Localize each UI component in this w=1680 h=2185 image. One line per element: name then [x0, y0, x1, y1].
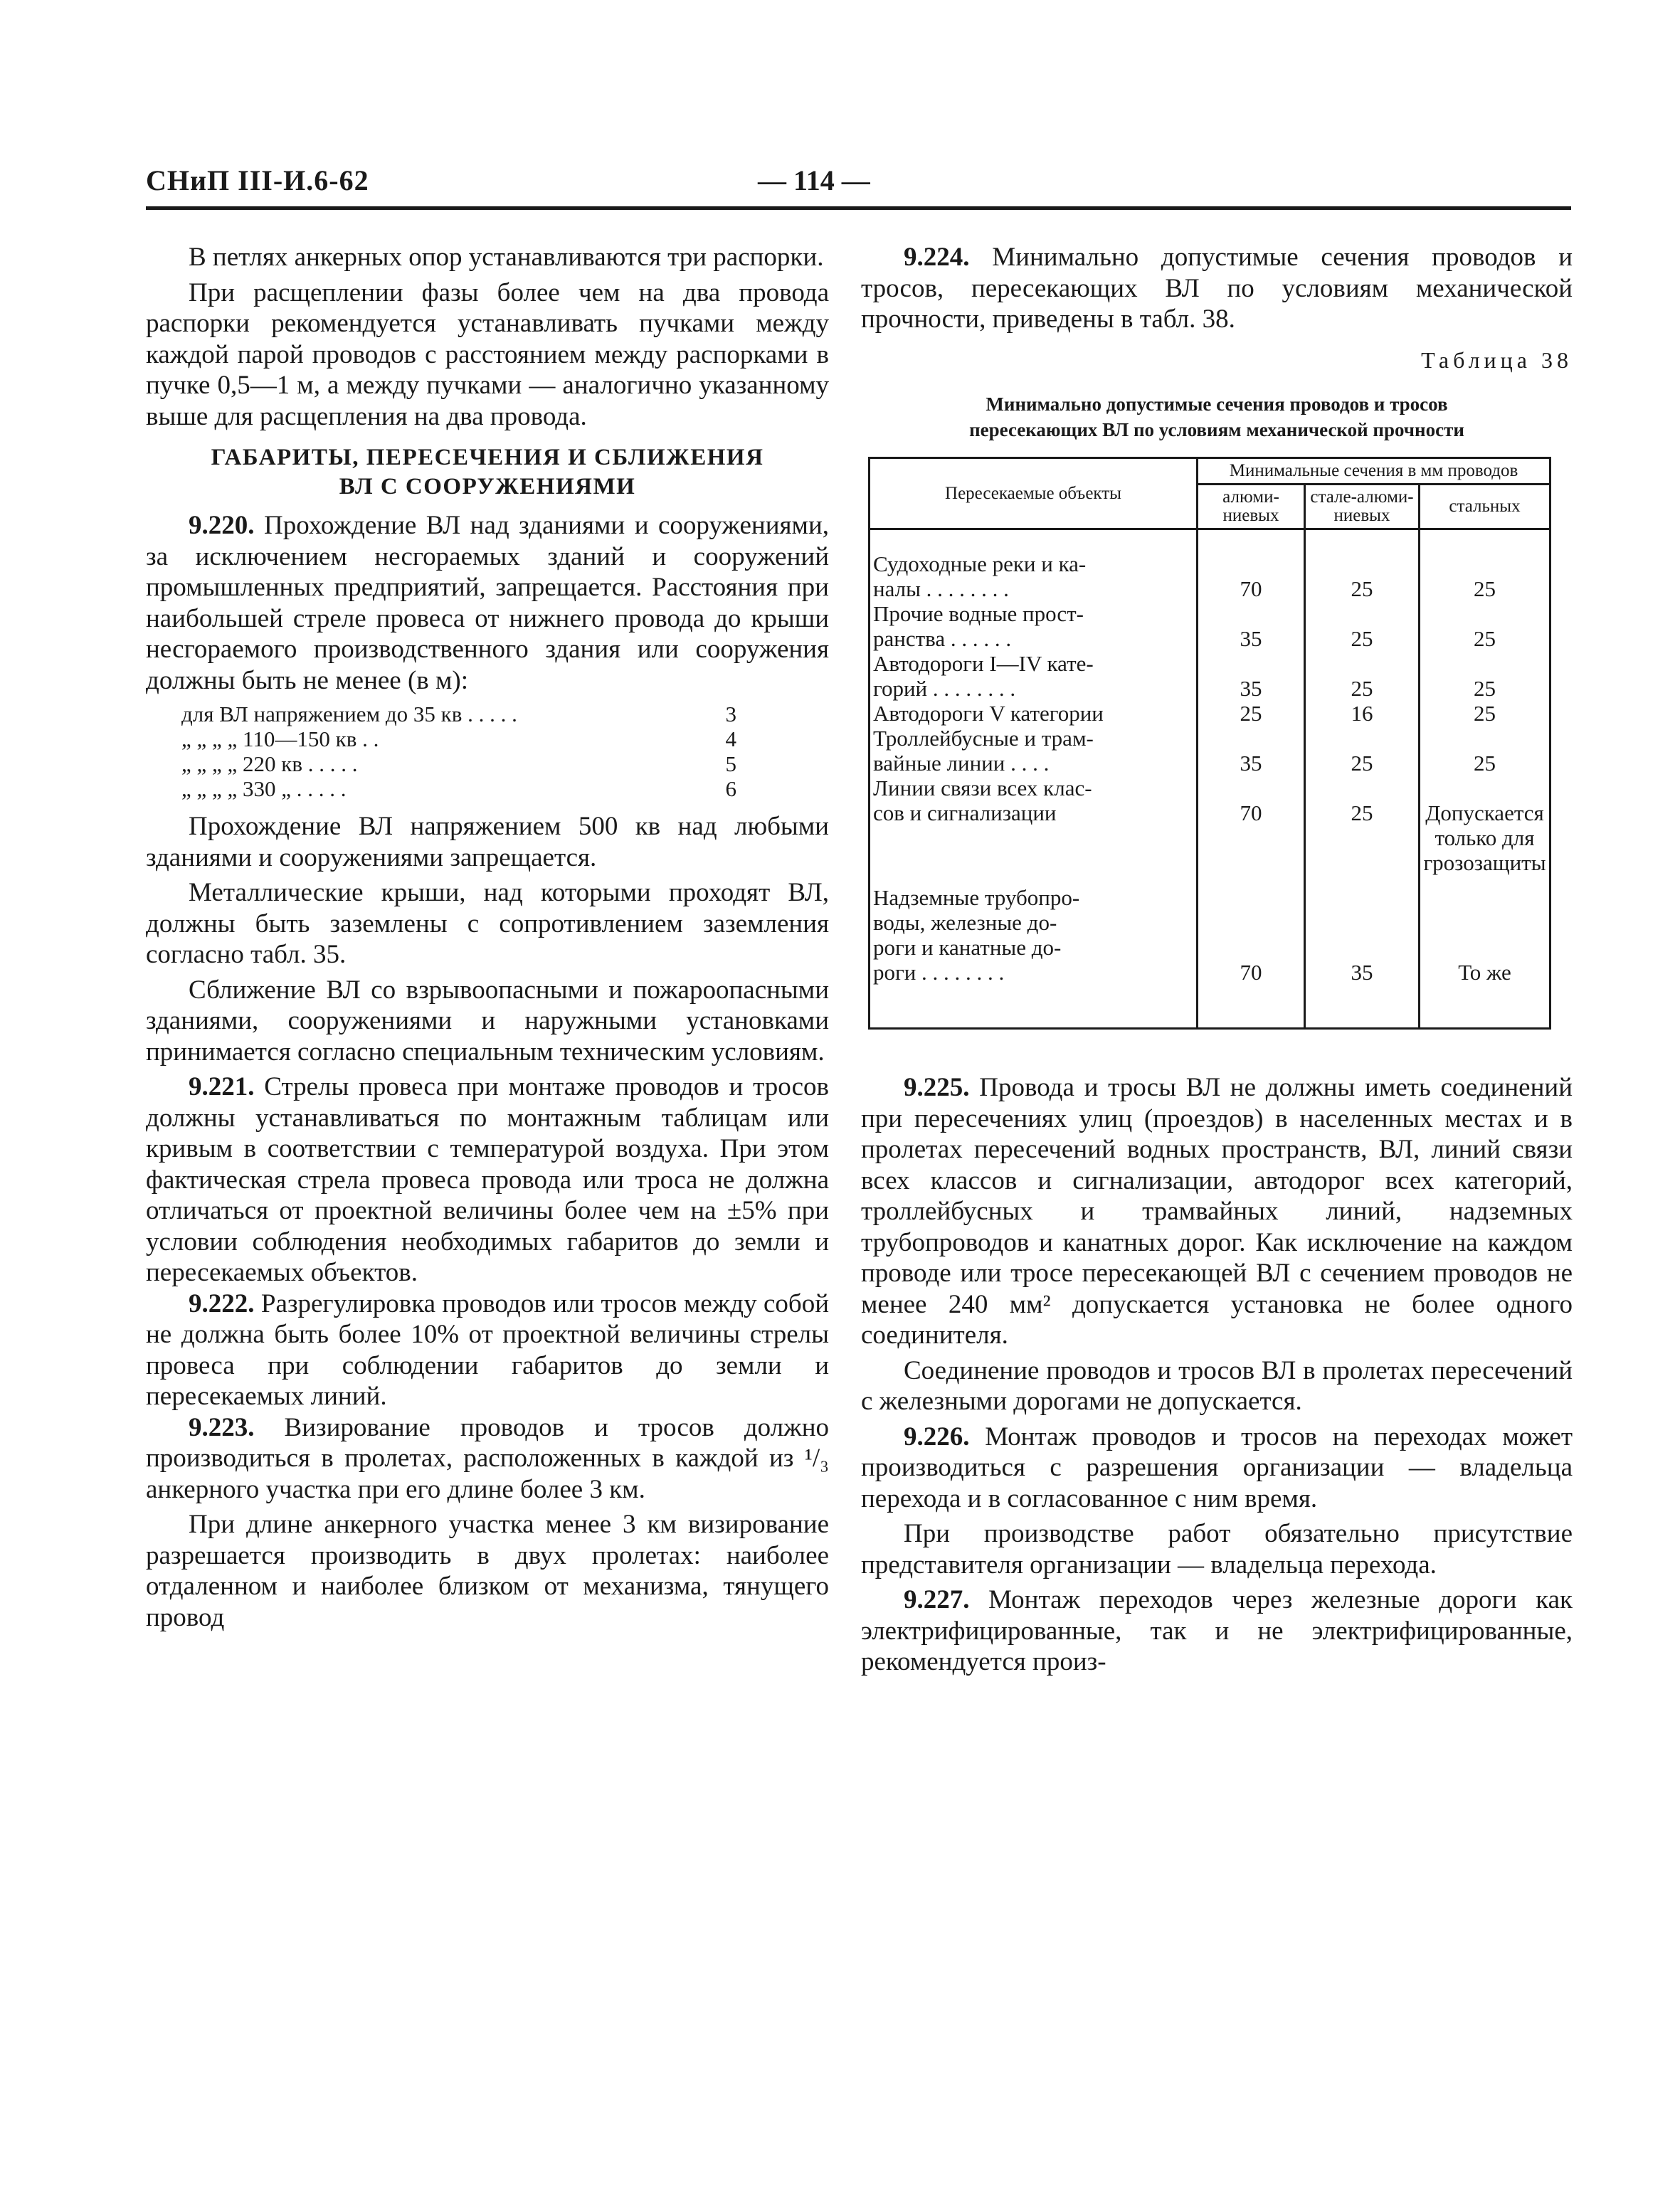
table-title — [861, 391, 1573, 443]
header-steel-aluminium: стале-алюми-ниевых — [1305, 485, 1420, 529]
cell-steel: 25 — [1420, 601, 1550, 651]
clause-9-222 — [146, 1289, 829, 1412]
cell-steel-aluminium: 25 — [1305, 726, 1420, 776]
cell-steel-aluminium: 35 — [1305, 875, 1420, 1029]
paragraph-splitting: При расщеплении фазы более чем на два провода распорки рекомендуется устанавливать пучками между каждой парой проводов с расстоянием между распорками в пучке 0,5—1 м, а между пучками — аналогично указанному выше для расщепления на два провода. — [146, 277, 829, 431]
cell-steel-aluminium: 25 — [1305, 601, 1420, 651]
cell-steel-aluminium: 16 — [1305, 701, 1420, 726]
clause-9-226 — [861, 1422, 1573, 1515]
page-number: — 114 — — [758, 164, 870, 196]
voltage-value: 6 — [725, 776, 736, 801]
clause-number: 9.223. — [189, 1412, 255, 1442]
object-line: налы . . . . . . . . — [873, 576, 1009, 601]
voltage-clearance-list — [181, 702, 736, 801]
cell-steel: 25 — [1420, 726, 1550, 776]
cell-steel: 25 — [1420, 651, 1550, 701]
header-steel: стальных — [1420, 485, 1550, 529]
object-line: Линии связи всех клас- — [873, 776, 1092, 800]
table-row — [870, 651, 1550, 701]
cell-aluminium: 70 — [1198, 529, 1305, 602]
cell-steel: То же — [1420, 875, 1550, 1029]
clause-text: Прохождение ВЛ над зданиями и сооружениями, за исключением несгораемых зданий и сооружений промышленных предприятий, запрещается. Расстояния при наибольшей стреле провеса от нижнего провода до крыши несгораемого производственного здания или сооружения должны быть не менее (в м): — [146, 511, 830, 695]
clause-number: 9.224. — [904, 243, 970, 272]
document-code: СНиП III-И.6-62 — [146, 164, 369, 196]
cell-aluminium: 70 — [1198, 776, 1305, 875]
table-row — [870, 529, 1550, 602]
clause-number: 9.226. — [904, 1422, 970, 1451]
object-line: воды, железные до- — [873, 910, 1057, 935]
cell-steel: 25 — [1420, 529, 1550, 602]
voltage-row — [181, 702, 736, 726]
object-line: Судоходные реки и ка- — [873, 551, 1087, 576]
cell-object — [870, 726, 1198, 776]
paragraph-500kv: Прохождение ВЛ напряжением 500 кв над любыми зданиями и сооружениями запрещается. — [146, 812, 829, 872]
paragraph-railway-joints: Соединение проводов и тросов ВЛ в пролетах пересечений с железными дорогами не допускается. — [861, 1355, 1573, 1416]
paragraph-roofs: Металлические крыши, над которыми проходят ВЛ, должны быть заземлены с сопротивлением заземления согласно табл. 35. — [146, 878, 829, 969]
cell-steel-aluminium: 25 — [1305, 651, 1420, 701]
object-line: Надземные трубопро- — [873, 885, 1080, 910]
clause-text: Визирование проводов и тросов должно производиться в пролетах, расположенных в каждой из ¹/₃ анкерного участка при его длине более 3 км. — [146, 1412, 830, 1504]
header-aluminium: алюми-ниевых — [1198, 485, 1305, 529]
left-column — [146, 242, 829, 1633]
voltage-label: „ „ „ „ 330 „ . . . . . — [181, 776, 347, 801]
clause-text: Разрегулировка проводов или тросов между собой не должна быть более 10% от проектной величины стрелы провеса при соблюдении габаритов до земли и пересекаемых линий. — [146, 1289, 830, 1411]
clause-text: Монтаж переходов через железные дороги как электрифицированные, так и не электрифицированные, рекомендуется произ- — [861, 1585, 1573, 1676]
cell-object — [870, 701, 1198, 726]
cell-object — [870, 601, 1198, 651]
table-title-line2: пересекающих ВЛ по условиям механической прочности — [969, 419, 1464, 440]
cell-steel: Допускается только для грозозащиты — [1420, 776, 1550, 875]
clause-9-221 — [146, 1072, 829, 1289]
voltage-label: „ „ „ „ 220 кв . . . . . — [181, 751, 358, 776]
object-line: горий . . . . . . . . — [873, 676, 1016, 701]
voltage-label: „ „ „ „ 110—150 кв . . — [181, 726, 379, 751]
header-group: Минимальные сечения в мм проводов — [1198, 458, 1550, 485]
cell-object — [870, 529, 1198, 602]
cell-aluminium: 35 — [1198, 651, 1305, 701]
cell-object — [870, 651, 1198, 701]
cell-aluminium: 35 — [1198, 726, 1305, 776]
object-line: Прочие водные прост- — [873, 601, 1084, 626]
clause-9-225 — [861, 1072, 1573, 1351]
section-heading-line2: ВЛ С СООРУЖЕНИЯМИ — [339, 474, 636, 499]
clause-9-227 — [861, 1584, 1573, 1678]
clause-text: Провода и тросы ВЛ не должны иметь соединений при пересечениях улиц (проездов) в населенных местах и в пролетах пересечений водных пространств, ВЛ, линий связи всех классов и сигнализации, автодорог всех категорий, троллейбусных и трамвайных линий, надземных трубопроводов и канатных дорог. Как исключение на каждом проводе или тросе пересекающей ВЛ с сечением проводов не менее 240 мм² допускается установка не более одного соединителя. — [861, 1073, 1573, 1350]
clause-9-220 — [146, 510, 829, 696]
object-line: роги и канатные до- — [873, 935, 1062, 960]
section-heading — [146, 443, 829, 502]
paragraph-loops: В петлях анкерных опор устанавливаются три распорки. — [189, 243, 824, 272]
right-column — [861, 242, 1573, 1678]
cell-aluminium: 35 — [1198, 601, 1305, 651]
voltage-value: 4 — [725, 726, 736, 751]
header-objects: Пересекаемые объекты — [870, 458, 1198, 529]
voltage-row — [181, 751, 736, 776]
voltage-row — [181, 776, 736, 801]
object-line: вайные линии . . . . — [873, 751, 1050, 776]
clause-number: 9.227. — [904, 1585, 970, 1614]
table-row — [870, 726, 1550, 776]
section-heading-line1: ГАБАРИТЫ, ПЕРЕСЕЧЕНИЯ И СБЛИЖЕНИЯ — [211, 445, 764, 470]
table-row — [870, 776, 1550, 875]
cell-steel-aluminium: 25 — [1305, 776, 1420, 875]
cell-object — [870, 875, 1198, 1029]
clause-text: Минимально допустимые сечения проводов и тросов, пересекающих ВЛ по условиям механической прочности, приведены в табл. 38. — [861, 243, 1573, 334]
cell-steel-aluminium: 25 — [1305, 529, 1420, 602]
paragraph-approach: Сближение ВЛ со взрывоопасными и пожароопасными зданиями, сооружениями и наружными установками принимается согласно специальным техническим условиям. — [146, 975, 829, 1067]
min-cross-section-table — [868, 457, 1551, 1030]
cell-aluminium: 25 — [1198, 701, 1305, 726]
object-line: Троллейбусные и трам- — [873, 726, 1094, 751]
clause-9-224 — [861, 242, 1573, 335]
clause-number: 9.225. — [904, 1073, 970, 1102]
voltage-value: 3 — [725, 702, 736, 726]
voltage-row — [181, 726, 736, 751]
table-row — [870, 601, 1550, 651]
clause-number: 9.220. — [189, 511, 255, 540]
voltage-label: для ВЛ напряжением до 35 кв . . . . . — [181, 702, 517, 726]
table-row — [870, 701, 1550, 726]
clause-number: 9.221. — [189, 1072, 255, 1101]
header-rule — [146, 206, 1571, 210]
table-label: Таблица 38 — [1421, 346, 1573, 373]
object-line: ранства . . . . . . — [873, 626, 1012, 651]
voltage-value: 5 — [725, 751, 736, 776]
cell-object — [870, 776, 1198, 875]
cell-aluminium: 70 — [1198, 875, 1305, 1029]
paragraph-anchor-section: При длине анкерного участка менее 3 км визирование разрешается производить в двух пролетах: наиболее отдаленном и наиболее близком от механизма, тянущего провод — [146, 1510, 829, 1632]
table-row — [870, 875, 1550, 1029]
clause-text: Стрелы провеса при монтаже проводов и тросов должны устанавливаться по монтажным таблицам или кривым в соответствии с температурой воздуха. При этом фактическая стрела провеса провода или троса не должна отличаться от проектной величины более чем на ±5% при условии соблюдения необходимых габаритов до земли и пересекаемых объектов. — [146, 1072, 830, 1287]
object-line: сов и сигнализации — [873, 800, 1057, 825]
paragraph-presence: При производстве работ обязательно присутствие представителя организации — владельца перехода. — [861, 1519, 1573, 1580]
table-header-row — [870, 458, 1550, 485]
clause-text: Монтаж проводов и тросов на переходах может производиться с разрешения организации — владельца перехода и в согласованное с ним время. — [861, 1422, 1573, 1513]
table-title-line1: Минимально допустимые сечения проводов и тросов — [986, 393, 1448, 415]
object-line: Автодороги I—IV кате- — [873, 651, 1094, 676]
clause-number: 9.222. — [189, 1289, 255, 1318]
clause-9-223 — [146, 1412, 829, 1506]
object-line: Автодороги V категории — [873, 701, 1104, 726]
cell-steel: 25 — [1420, 701, 1550, 726]
object-line: роги . . . . . . . . — [873, 960, 1005, 985]
